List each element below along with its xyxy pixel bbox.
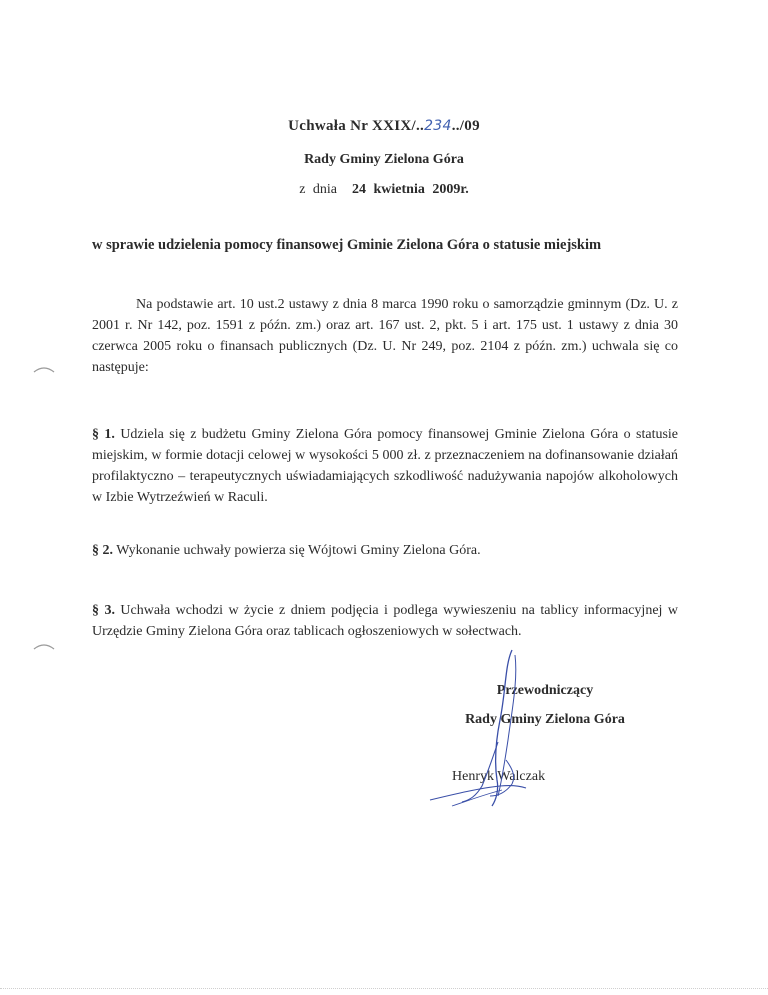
margin-mark-lower xyxy=(34,645,54,649)
preamble-paragraph: Na podstawie art. 10 ust.2 ustawy z dnia 8 marca 1990 roku o samorządzie gminnym (Dz. U. z 2001 r. Nr 142, poz. 1591 z późn. zm.) oraz art. 167 ust. 2, pkt. 5 i art. 175 ust. 1 ustawy z dnia 30 czerwca 2005 roku o finansach publicznych (Dz. U. Nr 249, poz. 2104 z późn. zm.) uchwala się co następuje: xyxy=(92,297,678,375)
section-3-text: Uchwała wchodzi w życie z dniem podjęcia i podlega wywieszeniu na tablicy informacyjnej w Urzędzie Gminy Zielona Góra oraz tablicach ogłoszeniowych w sołectwach. xyxy=(92,603,678,639)
section-2-label: § 2. xyxy=(92,543,113,558)
section-1-text: Udziela się z budżetu Gminy Zielona Góra pomocy finansowej Gminie Zielona Góra o statusie miejskim, w formie dotacji celowej w wysokości 5 000 zł. z przeznaczeniem na dofinansowanie działań profilaktyczno – terapeutycznych uświadamiających szkodliwość nadużywania napojów alkoholowych w Izbie Wytrzeźwień w Raculi. xyxy=(92,427,679,505)
signature-body: Rady Gminy Zielona Góra xyxy=(465,712,625,727)
title-prefix: Uchwała Nr XXIX/.. xyxy=(288,118,425,134)
section-3 xyxy=(92,600,678,642)
section-1 xyxy=(92,424,678,508)
section-3-label: § 3. xyxy=(92,603,115,618)
issuer-line: Rady Gminy Zielona Góra xyxy=(304,152,464,167)
title-suffix: ../09 xyxy=(451,118,480,134)
resolution-subject: w sprawie udzielenia pomocy finansowej Gminie Zielona Góra o statusie miejskim xyxy=(92,237,602,253)
signatory-name: Henryk Walczak xyxy=(452,769,546,784)
date-value: 24 kwietnia 2009r. xyxy=(352,182,469,197)
signature-role: Przewodniczący xyxy=(496,683,594,698)
handwritten-number: 234 xyxy=(424,118,452,134)
resolution-title xyxy=(0,118,768,135)
section-2-text: Wykonanie uchwały powierza się Wójtowi Gminy Zielona Góra. xyxy=(116,543,481,558)
date-label: z dnia xyxy=(299,182,338,197)
margin-mark-upper xyxy=(34,368,54,372)
section-2 xyxy=(92,540,678,561)
date-line xyxy=(0,182,768,198)
section-1-label: § 1. xyxy=(92,427,115,442)
